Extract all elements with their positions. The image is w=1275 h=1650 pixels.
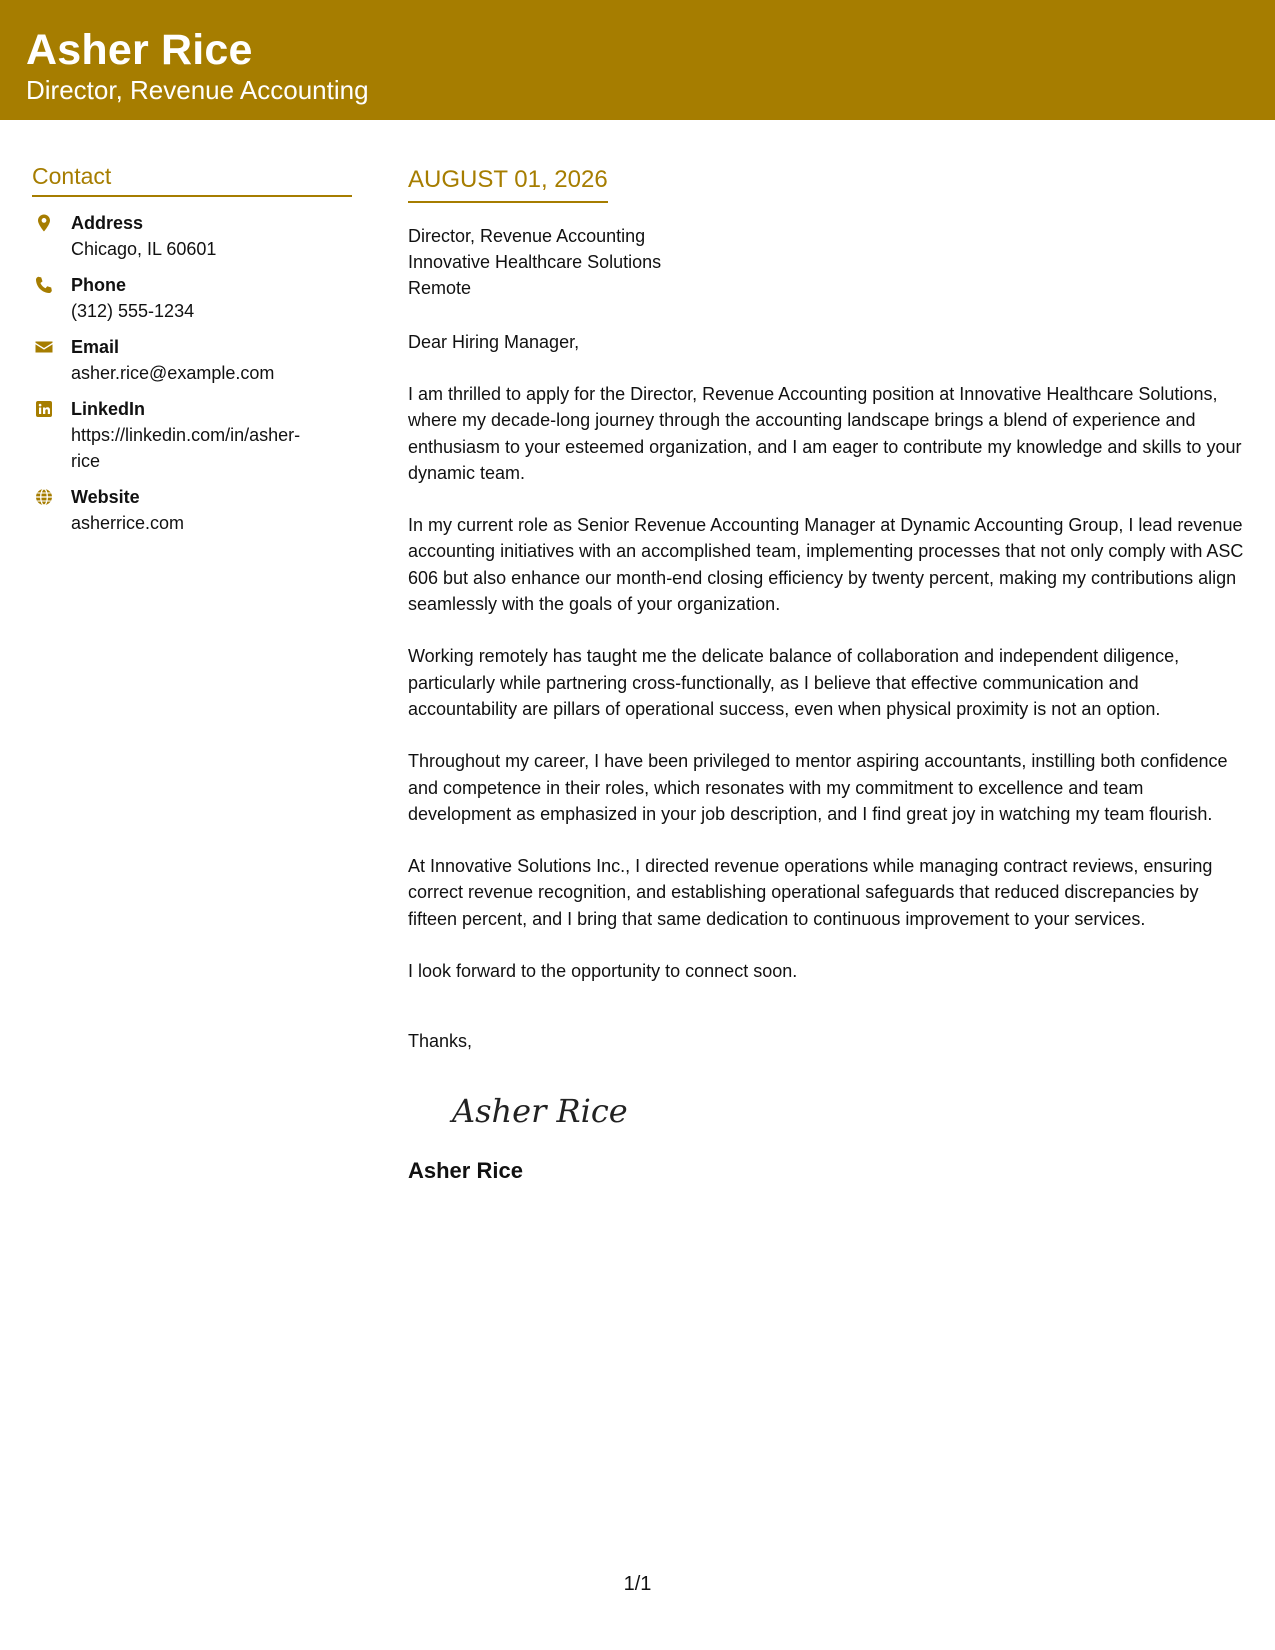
address-value: Chicago, IL 60601 [71, 239, 217, 259]
contact-sidebar [32, 160, 352, 547]
globe-icon [34, 487, 54, 507]
recipient-location: Remote [408, 278, 472, 298]
contact-label: LinkedIn [71, 399, 146, 419]
candidate-title: Director, Revenue Accounting [26, 75, 369, 105]
phone-icon [34, 275, 54, 295]
salutation: Dear Hiring Manager, [408, 332, 580, 352]
signature-text: Asher Rice [452, 1092, 628, 1131]
recipient-company: Innovative Healthcare Solutions [408, 252, 662, 272]
contact-list [32, 211, 352, 536]
paragraph-5: At Innovative Solutions Inc., I directed revenue operations while managing contract reviews, ensuring correct revenue recognition, and establishing operational safeguards that reduced discrepancies by fifteen percent, and I bring that same dedication to continuous improvement to your services. [408, 856, 1213, 929]
paragraph-6: I look forward to the opportunity to connect soon. [408, 961, 798, 982]
closing: Thanks, [408, 1031, 473, 1052]
contact-label: Email [71, 337, 120, 357]
letter-date: AUGUST 01, 2026 [408, 164, 608, 203]
paragraph-1: I am thrilled to apply for the Director, Revenue Accounting position at Innovative Healthcare Solutions, where my decade-long journey through the accounting landscape brings a blend of experience and enthusiasm to your esteemed organization, and I am eager to contribute my knowledge and skills to your dynamic team. [408, 384, 1242, 483]
recipient-block [408, 223, 1248, 301]
candidate-name: Asher Rice [26, 26, 253, 74]
email-value[interactable]: asher.rice@example.com [71, 363, 275, 383]
contact-label: Address [71, 213, 144, 233]
paragraph-3: Working remotely has taught me the delicate balance of collaboration and independent diligence, particularly while partnering cross-functionally, as I believe that effective communication and accountability are pillars of operational success, even when physical proximity is not an option. [408, 646, 1180, 719]
contact-item-email [32, 335, 352, 386]
contact-item-address [32, 211, 352, 262]
letter-body [408, 164, 1248, 1186]
contact-item-phone [32, 273, 352, 324]
linkedin-value[interactable]: https://linkedin.com/in/asher-rice [71, 425, 301, 471]
paragraph-4: Throughout my career, I have been privileged to mentor aspiring accountants, instilling both confidence and competence in their roles, which resonates with my commitment to excellence and team development as emphasized in your job description, and I find great joy in watching my team flourish. [408, 751, 1228, 824]
linkedin-icon [34, 399, 54, 419]
recipient-position: Director, Revenue Accounting [408, 226, 646, 246]
paragraph-2: In my current role as Senior Revenue Accounting Manager at Dynamic Accounting Group, I lead revenue accounting initiatives with an accomplished team, implementing processes that not only comply with ASC 606 but also enhance our month-end closing efficiency by twenty percent, making my contributions align seamlessly with the goals of your organization. [408, 515, 1244, 615]
page-number: 1/1 [623, 1573, 652, 1595]
handwritten-signature [448, 1080, 708, 1140]
phone-value: (312) 555-1234 [71, 301, 195, 321]
website-value[interactable]: asherrice.com [71, 513, 185, 533]
contact-section-title: Contact [32, 160, 352, 197]
contact-item-website [32, 485, 352, 536]
envelope-icon [34, 337, 54, 357]
signer-name: Asher Rice [408, 1158, 523, 1184]
contact-label: Phone [71, 275, 127, 295]
contact-label: Website [71, 487, 140, 507]
header-banner [0, 0, 1275, 120]
contact-item-linkedin [32, 397, 352, 474]
map-pin-icon [34, 213, 54, 233]
